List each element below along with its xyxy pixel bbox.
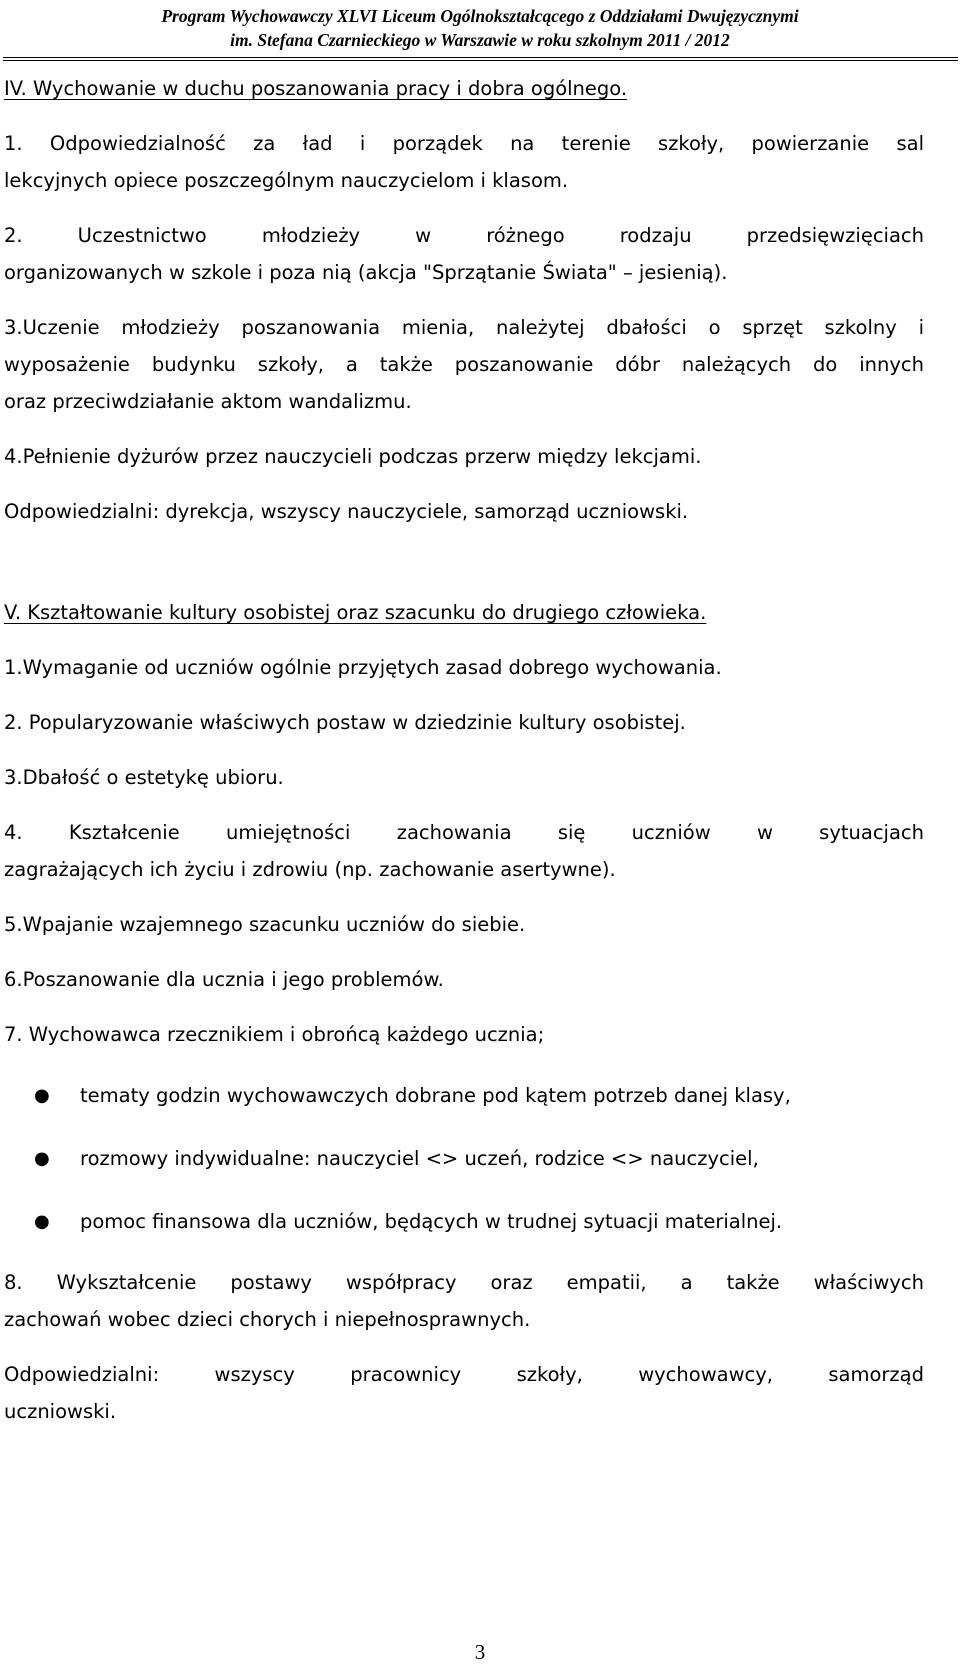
s4-item-2-line-1: 2. Uczestnictwo młodzieży w różnego rodzaju przedsięwzięciach xyxy=(4,224,924,247)
header-line-2: im. Stefana Czarnieckiego w Warszawie w roku szkolnym 2011 / 2012 xyxy=(230,30,730,50)
s5-item-7: 7. Wychowawca rzecznikiem i obrońcą każdego ucznia; xyxy=(4,1023,545,1046)
bullet-text: pomoc finansowa dla uczniów, będących w trudnej sytuacji materialnej. xyxy=(80,1210,783,1233)
s4-item-3-line-3: oraz przeciwdziałanie aktom wandalizmu. xyxy=(4,390,412,413)
s4-responsible-text: dyrekcja, wszyscy nauczyciele, samorząd uczniowski. xyxy=(159,500,689,523)
s4-responsible xyxy=(4,493,924,530)
s5-item-8-line-1: 8. Wykształcenie postawy współpracy oraz empatii, a także właściwych xyxy=(4,1271,924,1294)
s5-responsible-label: Odpowiedzialni: xyxy=(4,1363,160,1386)
s4-item-1-line-2: lekcyjnych opiece poszczególnym nauczycielom i klasom. xyxy=(4,169,569,192)
s5-item-5: 5.Wpajanie wzajemnego szacunku uczniów do siebie. xyxy=(4,913,526,936)
s5-item-2: 2. Popularyzowanie właściwych postaw w dziedzinie kultury osobistej. xyxy=(4,711,686,734)
section-4-title: IV. Wychowanie w duchu poszanowania pracy i dobra ogólnego. xyxy=(4,77,628,100)
bullet-text: rozmowy indywidualne: nauczyciel <> uczeń, rodzice <> nauczyciel, xyxy=(80,1147,759,1170)
page-number: 3 xyxy=(474,1640,486,1664)
header-line-1: Program Wychowawczy XLVI Liceum Ogólnokształcącego z Oddziałami Dwujęzycznymi xyxy=(161,6,799,26)
s5-item-3: 3.Dbałość o estetykę ubioru. xyxy=(4,766,284,789)
s5-item-4-line-2: zagrażających ich życiu i zdrowiu (np. zachowanie asertywne). xyxy=(4,858,616,881)
s4-item-1-line-1: 1. Odpowiedzialność za ład i porządek na terenie szkoły, powierzanie sal xyxy=(4,132,924,155)
bullet-text: tematy godzin wychowawczych dobrane pod kątem potrzeb danej klasy, xyxy=(80,1084,791,1107)
bullet-icon: ● xyxy=(34,1211,50,1232)
s4-item-3-line-1: 3.Uczenie młodzieży poszanowania mienia, należytej dbałości o sprzęt szkolny i xyxy=(4,316,924,339)
s4-item-2-line-2: organizowanych w szkole i poza nią (akcja "Sprzątanie Świata" – jesienią). xyxy=(4,261,728,284)
list-item xyxy=(4,1140,924,1177)
s5-responsible-line-2: uczniowski. xyxy=(4,1400,117,1423)
header-rule xyxy=(3,57,958,61)
s5-item-8-line-2: zachowań wobec dzieci chorych i niepełnosprawnych. xyxy=(4,1308,531,1331)
s4-item-4: 4.Pełnienie dyżurów przez nauczycieli podczas przerw między lekcjami. xyxy=(4,445,702,468)
list-item xyxy=(4,1077,924,1114)
bullet-icon: ● xyxy=(34,1148,50,1169)
s5-item-6: 6.Poszanowanie dla ucznia i jego problemów. xyxy=(4,968,444,991)
section-5-title: V. Kształtowanie kultury osobistej oraz szacunku do drugiego człowieka. xyxy=(4,601,707,624)
page-header xyxy=(0,4,960,52)
s5-item-1: 1.Wymaganie od uczniów ogólnie przyjętych zasad dobrego wychowania. xyxy=(4,656,722,679)
s5-responsible-text: wszyscy pracownicy szkoły, wychowawcy, samorząd xyxy=(159,1363,924,1386)
s5-responsible-line-1 xyxy=(4,1356,924,1393)
document-body xyxy=(4,70,924,1430)
s5-item-4-line-1: 4. Kształcenie umiejętności zachowania się uczniów w sytuacjach xyxy=(4,821,924,844)
bullet-icon: ● xyxy=(34,1085,50,1106)
s5-bullet-list xyxy=(4,1077,924,1240)
s4-responsible-label: Odpowiedzialni: xyxy=(4,500,160,523)
s4-item-3-line-2: wyposażenie budynku szkoły, a także poszanowanie dóbr należących do innych xyxy=(4,353,924,376)
list-item xyxy=(4,1203,924,1240)
